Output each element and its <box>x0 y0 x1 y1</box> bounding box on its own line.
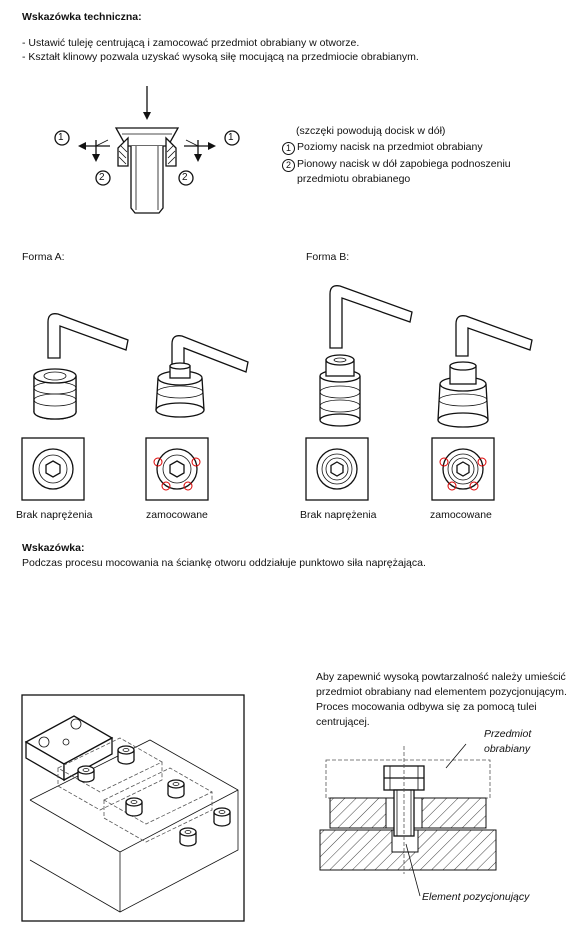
topview-a-unclamped <box>22 438 84 500</box>
topview-a-clamped <box>146 438 208 500</box>
positioning-line-3: Proces mocowania odbywa się za pomocą tulei <box>316 701 537 713</box>
topview-b-clamped <box>432 438 494 500</box>
tip-title: Wskazówka techniczna: <box>22 11 142 23</box>
legend-1-number: 1 <box>282 142 295 155</box>
caption-b-unclamped: Brak naprężenia <box>300 509 377 521</box>
positioning-line-2: przedmiot obrabiany nad elementem pozycjonującym. <box>316 686 567 698</box>
caption-a-unclamped: Brak naprężenia <box>16 509 93 521</box>
legend-2-number: 2 <box>282 159 295 172</box>
positioning-line-4: centrującej. <box>316 716 370 728</box>
note-text: Podczas procesu mocowania na ściankę otworu oddziałuje punktowo siła naprężająca. <box>22 557 426 569</box>
legend-item-2 <box>282 157 511 172</box>
positioning-line-1: Aby zapewnić wysoką powtarzalność należy umieścić <box>316 671 566 683</box>
label-workpiece-line2: obrabiany <box>484 743 531 755</box>
legend-2-text-line1: Pionowy nacisk w dół zapobiega podnoszeniu <box>297 158 511 170</box>
form-a-label: Forma A: <box>22 251 65 263</box>
marker-2-right: 2 <box>182 172 188 183</box>
caption-b-clamped: zamocowane <box>430 509 492 521</box>
caption-a-clamped: zamocowane <box>146 509 208 521</box>
legend-2-text-line2: przedmiotu obrabianego <box>297 173 411 185</box>
legend-header: (szczęki powodują docisk w dół) <box>296 125 446 137</box>
label-workpiece-line1: Przedmiot <box>484 728 532 740</box>
tip-line-1: - Ustawić tuleję centrującą i zamocować przedmiot obrabiany w otworze. <box>22 37 360 49</box>
legend-item-1 <box>282 140 483 155</box>
form-b-label: Forma B: <box>306 251 350 263</box>
marker-1-left: 1 <box>58 132 64 143</box>
legend-1-text: Poziomy nacisk na przedmiot obrabiany <box>297 141 483 153</box>
label-positioning-element: Element pozycjonujący <box>422 891 530 903</box>
marker-1-right: 1 <box>228 132 234 143</box>
topview-b-unclamped <box>306 438 368 500</box>
marker-2-left: 2 <box>99 172 105 183</box>
note-title: Wskazówka: <box>22 542 85 554</box>
tip-line-2: - Kształt klinowy pozwala uzyskać wysoką siłę mocującą na przedmiocie obrabianym. <box>22 51 419 63</box>
